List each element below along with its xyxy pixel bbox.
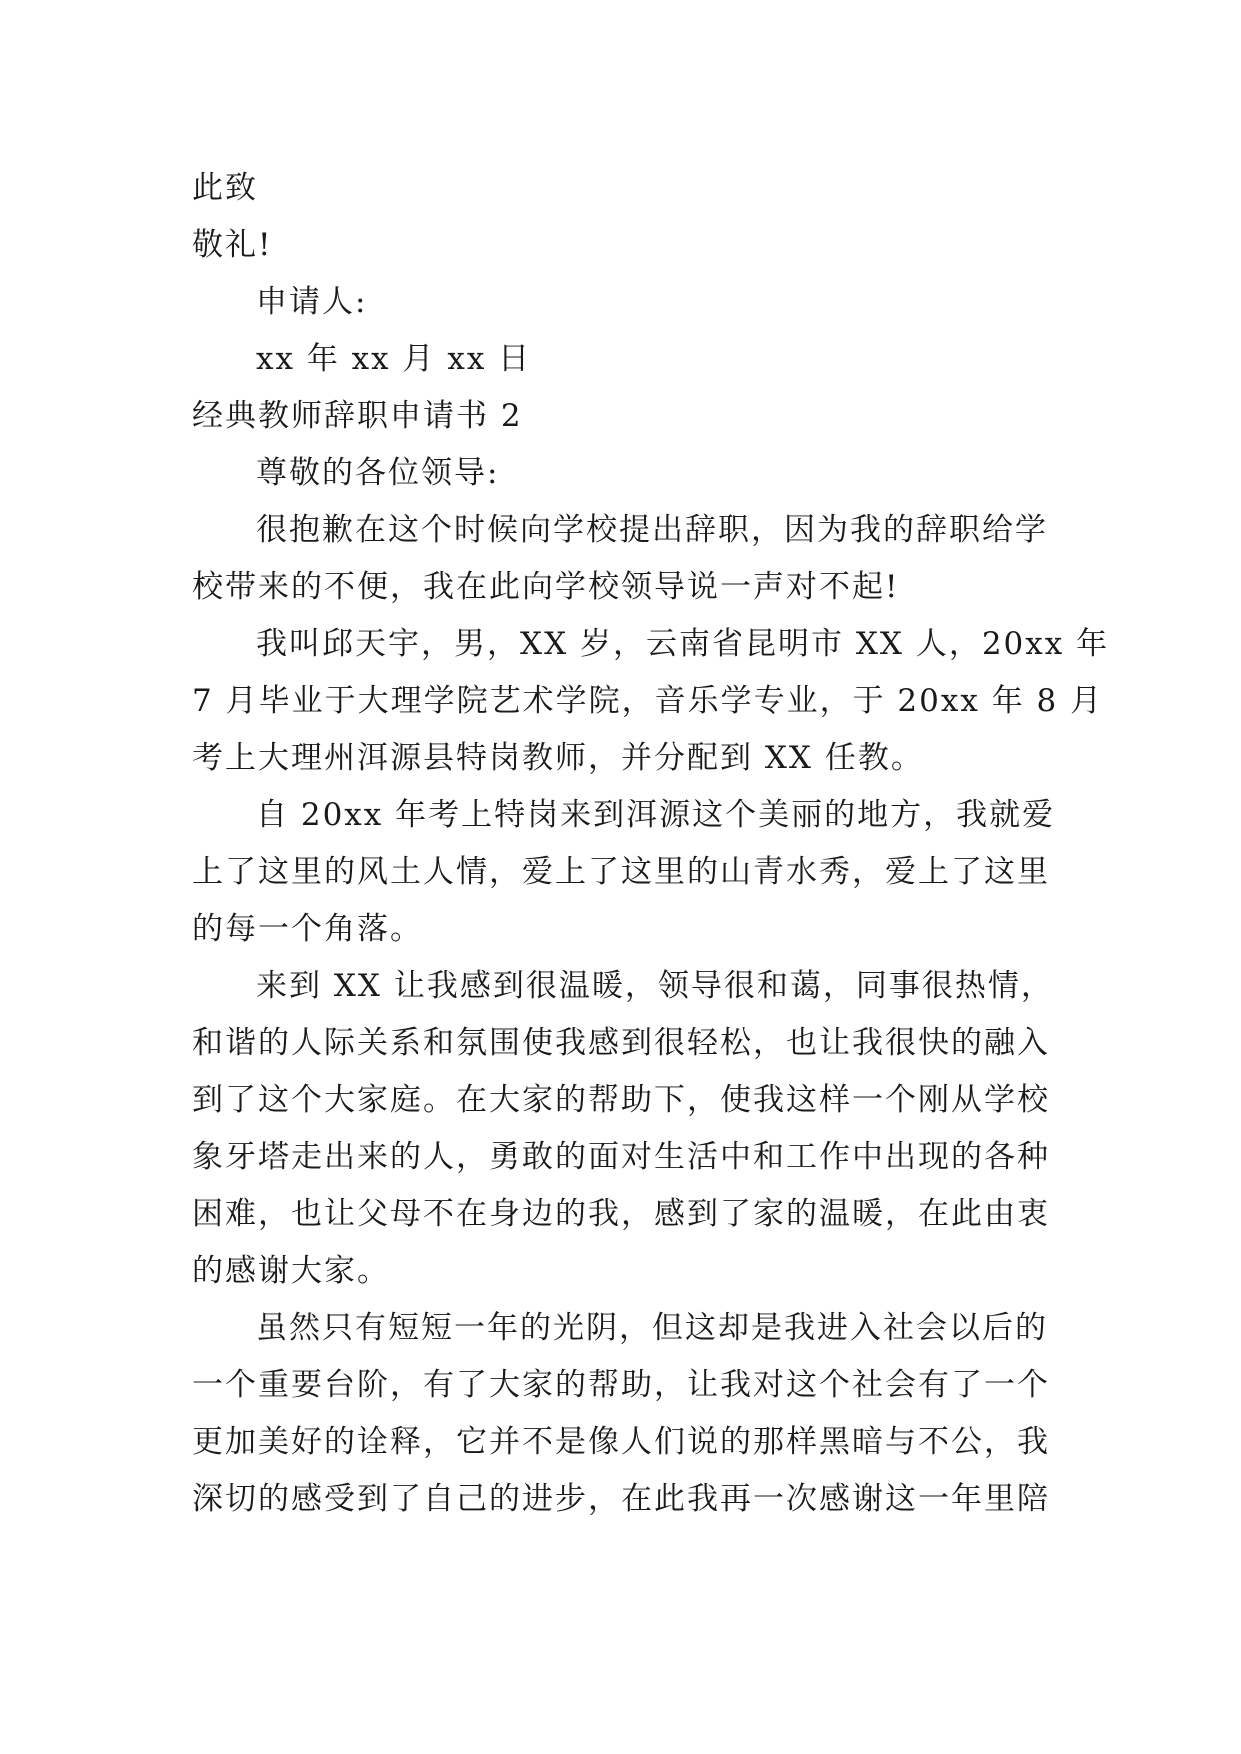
paragraph-line: 我叫邱天宇，男，XX 岁，云南省昆明市 XX 人，20xx 年 bbox=[256, 626, 1110, 662]
paragraph-4 bbox=[192, 958, 1062, 1300]
paragraph-line: 一个重要台阶，有了大家的帮助，让我对这个社会有了一个 bbox=[192, 1367, 1050, 1403]
closing-line-1: 此致 bbox=[192, 170, 258, 206]
paragraph-line: 上了这里的风土人情，爱上了这里的山青水秀，爱上了这里 bbox=[192, 854, 1050, 890]
paragraph-line: 校带来的不便，我在此向学校领导说一声对不起! bbox=[192, 569, 900, 605]
paragraph-line: 的感谢大家。 bbox=[192, 1253, 390, 1289]
paragraph-line: 和谐的人际关系和氛围使我感到很轻松，也让我很快的融入 bbox=[192, 1025, 1050, 1061]
paragraph-line: 来到 XX 让我感到很温暖，领导很和蔼，同事很热情， bbox=[256, 968, 1054, 1004]
paragraph-5 bbox=[192, 1300, 1062, 1528]
letter-title: 经典教师辞职申请书 2 bbox=[192, 398, 523, 434]
paragraph-1 bbox=[192, 502, 1062, 616]
paragraph-line: 的每一个角落。 bbox=[192, 911, 423, 947]
closing-line-2: 敬礼! bbox=[192, 227, 273, 263]
signature-date: xx 年 xx 月 xx 日 bbox=[256, 341, 532, 377]
document-body bbox=[192, 160, 1110, 1528]
paragraph-line: 虽然只有短短一年的光阴，但这却是我进入社会以后的 bbox=[256, 1310, 1048, 1346]
paragraph-line: 深切的感受到了自己的进步，在此我再一次感谢这一年里陪 bbox=[192, 1481, 1050, 1517]
paragraph-line: 7 月毕业于大理学院艺术学院，音乐学专业，于 20xx 年 8 月 bbox=[192, 683, 1104, 719]
letter-salutation: 尊敬的各位领导: bbox=[256, 455, 500, 491]
paragraph-line: 更加美好的诠释，它并不是像人们说的那样黑暗与不公，我 bbox=[192, 1424, 1050, 1460]
paragraph-line: 很抱歉在这个时候向学校提出辞职，因为我的辞职给学 bbox=[256, 512, 1048, 548]
paragraph-line: 自 20xx 年考上特岗来到洱源这个美丽的地方，我就爱 bbox=[256, 797, 1056, 833]
paragraph-line: 象牙塔走出来的人，勇敢的面对生活中和工作中出现的各种 bbox=[192, 1139, 1050, 1175]
paragraph-line: 困难，也让父母不在身边的我，感到了家的温暖，在此由衷 bbox=[192, 1196, 1050, 1232]
paragraph-line: 考上大理州洱源县特岗教师，并分配到 XX 任教。 bbox=[192, 740, 924, 776]
paragraph-3 bbox=[192, 787, 1062, 958]
paragraph-line: 到了这个大家庭。在大家的帮助下，使我这样一个刚从学校 bbox=[192, 1082, 1050, 1118]
paragraph-2 bbox=[192, 616, 1110, 787]
signature-applicant: 申请人: bbox=[256, 284, 368, 320]
